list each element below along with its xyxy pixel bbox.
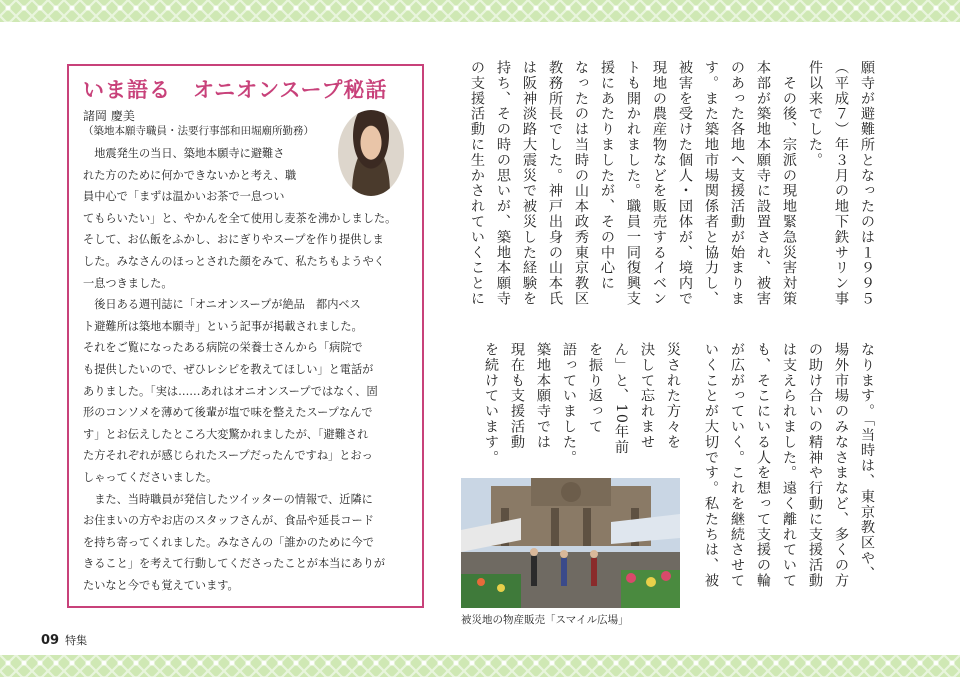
vertical-line: いくことが大切です。私たちは、被	[703, 342, 719, 589]
vertical-line: トも開かれました。職員一同復興支	[625, 60, 641, 307]
vertical-line: も、そこにいる人を想って支援の輪	[755, 342, 771, 589]
market-photo	[461, 478, 680, 608]
essay-line: しゃってくださいました。	[83, 470, 218, 484]
vertical-text-lower-left	[478, 342, 686, 472]
essay-line: てもらいたい」と、やかんを全て使用し麦茶を沸かしました。	[83, 211, 397, 225]
vertical-line: 願寺が避難所となったのは１９９５	[859, 60, 875, 307]
essay-line: それをご覧になったある病院の栄養士さんから「病院で	[83, 341, 363, 355]
vertical-line: （平成７）年３月の地下鉄サリン事	[833, 60, 849, 307]
essay-box	[67, 64, 424, 608]
essay-line: お住まいの方やお店のスタッフさんが、食品や延長コード	[83, 514, 374, 528]
essay-line: 員中心で「まずは温かいお茶で一息つい	[83, 190, 285, 204]
vertical-line: が広がっていく。これを継続させて	[729, 342, 745, 589]
essay-line: たいなと今でも覚えています。	[83, 578, 239, 592]
essay-line: きること」を考えて行動してくださったことが本当にありが	[83, 557, 386, 571]
essay-line: した。みなさんのほっとされた顔をみて、私たちもようやく	[83, 254, 385, 268]
vertical-line: 教務所長でした。神戸出身の山本氏	[547, 60, 563, 307]
vertical-line: 場外市場のみなさまなど、多くの方	[833, 342, 849, 589]
vertical-line: 件以来でした。	[807, 60, 823, 168]
essay-line: 一息つきました。	[83, 276, 173, 290]
vertical-line: のあった各地へ支援活動が始まりま	[729, 60, 745, 307]
vertical-line: なったのは当時の山本政秀東京教区	[573, 60, 589, 307]
vertical-line: 援にあたりましたが、その中心に	[599, 60, 615, 291]
essay-line: ありました。「実は……あれはオニオンスープではなく、固	[83, 384, 378, 398]
decorative-bottom-band	[0, 655, 960, 677]
vertical-line: の助け合いの精神や行動に支援活動	[807, 342, 823, 589]
market-photo-illustration	[461, 478, 680, 608]
vertical-line: 持ち、その時の思いが、築地本願寺	[495, 60, 511, 307]
vertical-line: 決して忘れませ	[639, 342, 655, 450]
vertical-line: 現地の農産物などを販売するイベン	[651, 60, 667, 307]
photo-caption: 被災地の物産販売「スマイル広場」	[461, 614, 629, 626]
vertical-line: ん」と、10年前	[613, 342, 629, 455]
essay-line: ト避難所は築地本願寺」という記事が掲載されました。	[83, 319, 363, 333]
vertical-line: は支えられました。遠く離れていて	[781, 342, 797, 589]
decorative-top-band	[0, 0, 960, 22]
essay-line: 形のコンソメを薄めて後輩が塩で味を整えたスープなんで	[83, 406, 373, 420]
vertical-line: を振り返って	[587, 342, 603, 435]
vertical-text-lower-right	[698, 342, 880, 632]
essay-line: また、当時職員が発信したツイッターの情報で、近隣に	[94, 492, 373, 506]
essay-line: 後日ある週刊誌に「オニオンスープが絶品 都内ベス	[94, 298, 361, 312]
page-footer	[41, 632, 87, 648]
essay-line: た方それぞれが感じられたスープだったんですね」とおっ	[83, 449, 373, 463]
essay-title: いま語る オニオンスープ秘話	[83, 77, 388, 102]
author-portrait	[338, 110, 404, 196]
vertical-line: その後、宗派の現地緊急災害対策	[781, 60, 797, 307]
essay-line: も提供したいので、ぜひレシピを教えてほしい」と電話が	[83, 362, 374, 376]
essay-line: れた方のために何かできないかと考え、職	[83, 168, 297, 182]
section-label: 特集	[65, 634, 88, 647]
vertical-line: 語っていました。	[561, 342, 577, 466]
vertical-line: の支援活動に生かされていくことに	[469, 60, 485, 307]
author-role: （築地本願寺職員・法要行事部和田堀廟所勤務）	[83, 125, 314, 137]
page-number: 09	[41, 633, 60, 648]
author-name: 諸岡 慶美	[83, 109, 135, 123]
essay-line: そして、お仏飯をふかし、おにぎりやスープを作り提供しま	[83, 233, 384, 247]
vertical-line: は阪神淡路大震災で被災した経験を	[521, 60, 537, 307]
vertical-line: 災された方々を	[665, 342, 681, 450]
vertical-line: 被害を受けた個人・団体が、境内で	[677, 60, 693, 307]
vertical-line: 築地本願寺では	[535, 342, 551, 450]
vertical-line: を続けています。	[483, 342, 499, 466]
essay-line: す」とお伝えしたところ大変驚かれましたが、「避難され	[83, 427, 369, 441]
vertical-line: 本部が築地本願寺に設置され、被害	[755, 60, 771, 307]
essay-line: を持ち寄ってくれました。みなさんの「誰かのために今で	[83, 535, 374, 549]
vertical-line: なります。「当時は、東京教区や、	[859, 342, 875, 582]
vertical-line: 現在も支援活動	[509, 342, 525, 450]
vertical-line: す。また築地市場関係者と協力し、	[703, 60, 719, 307]
essay-body	[83, 143, 410, 596]
essay-line: 地震発生の当日、築地本願寺に避難さ	[94, 147, 285, 160]
